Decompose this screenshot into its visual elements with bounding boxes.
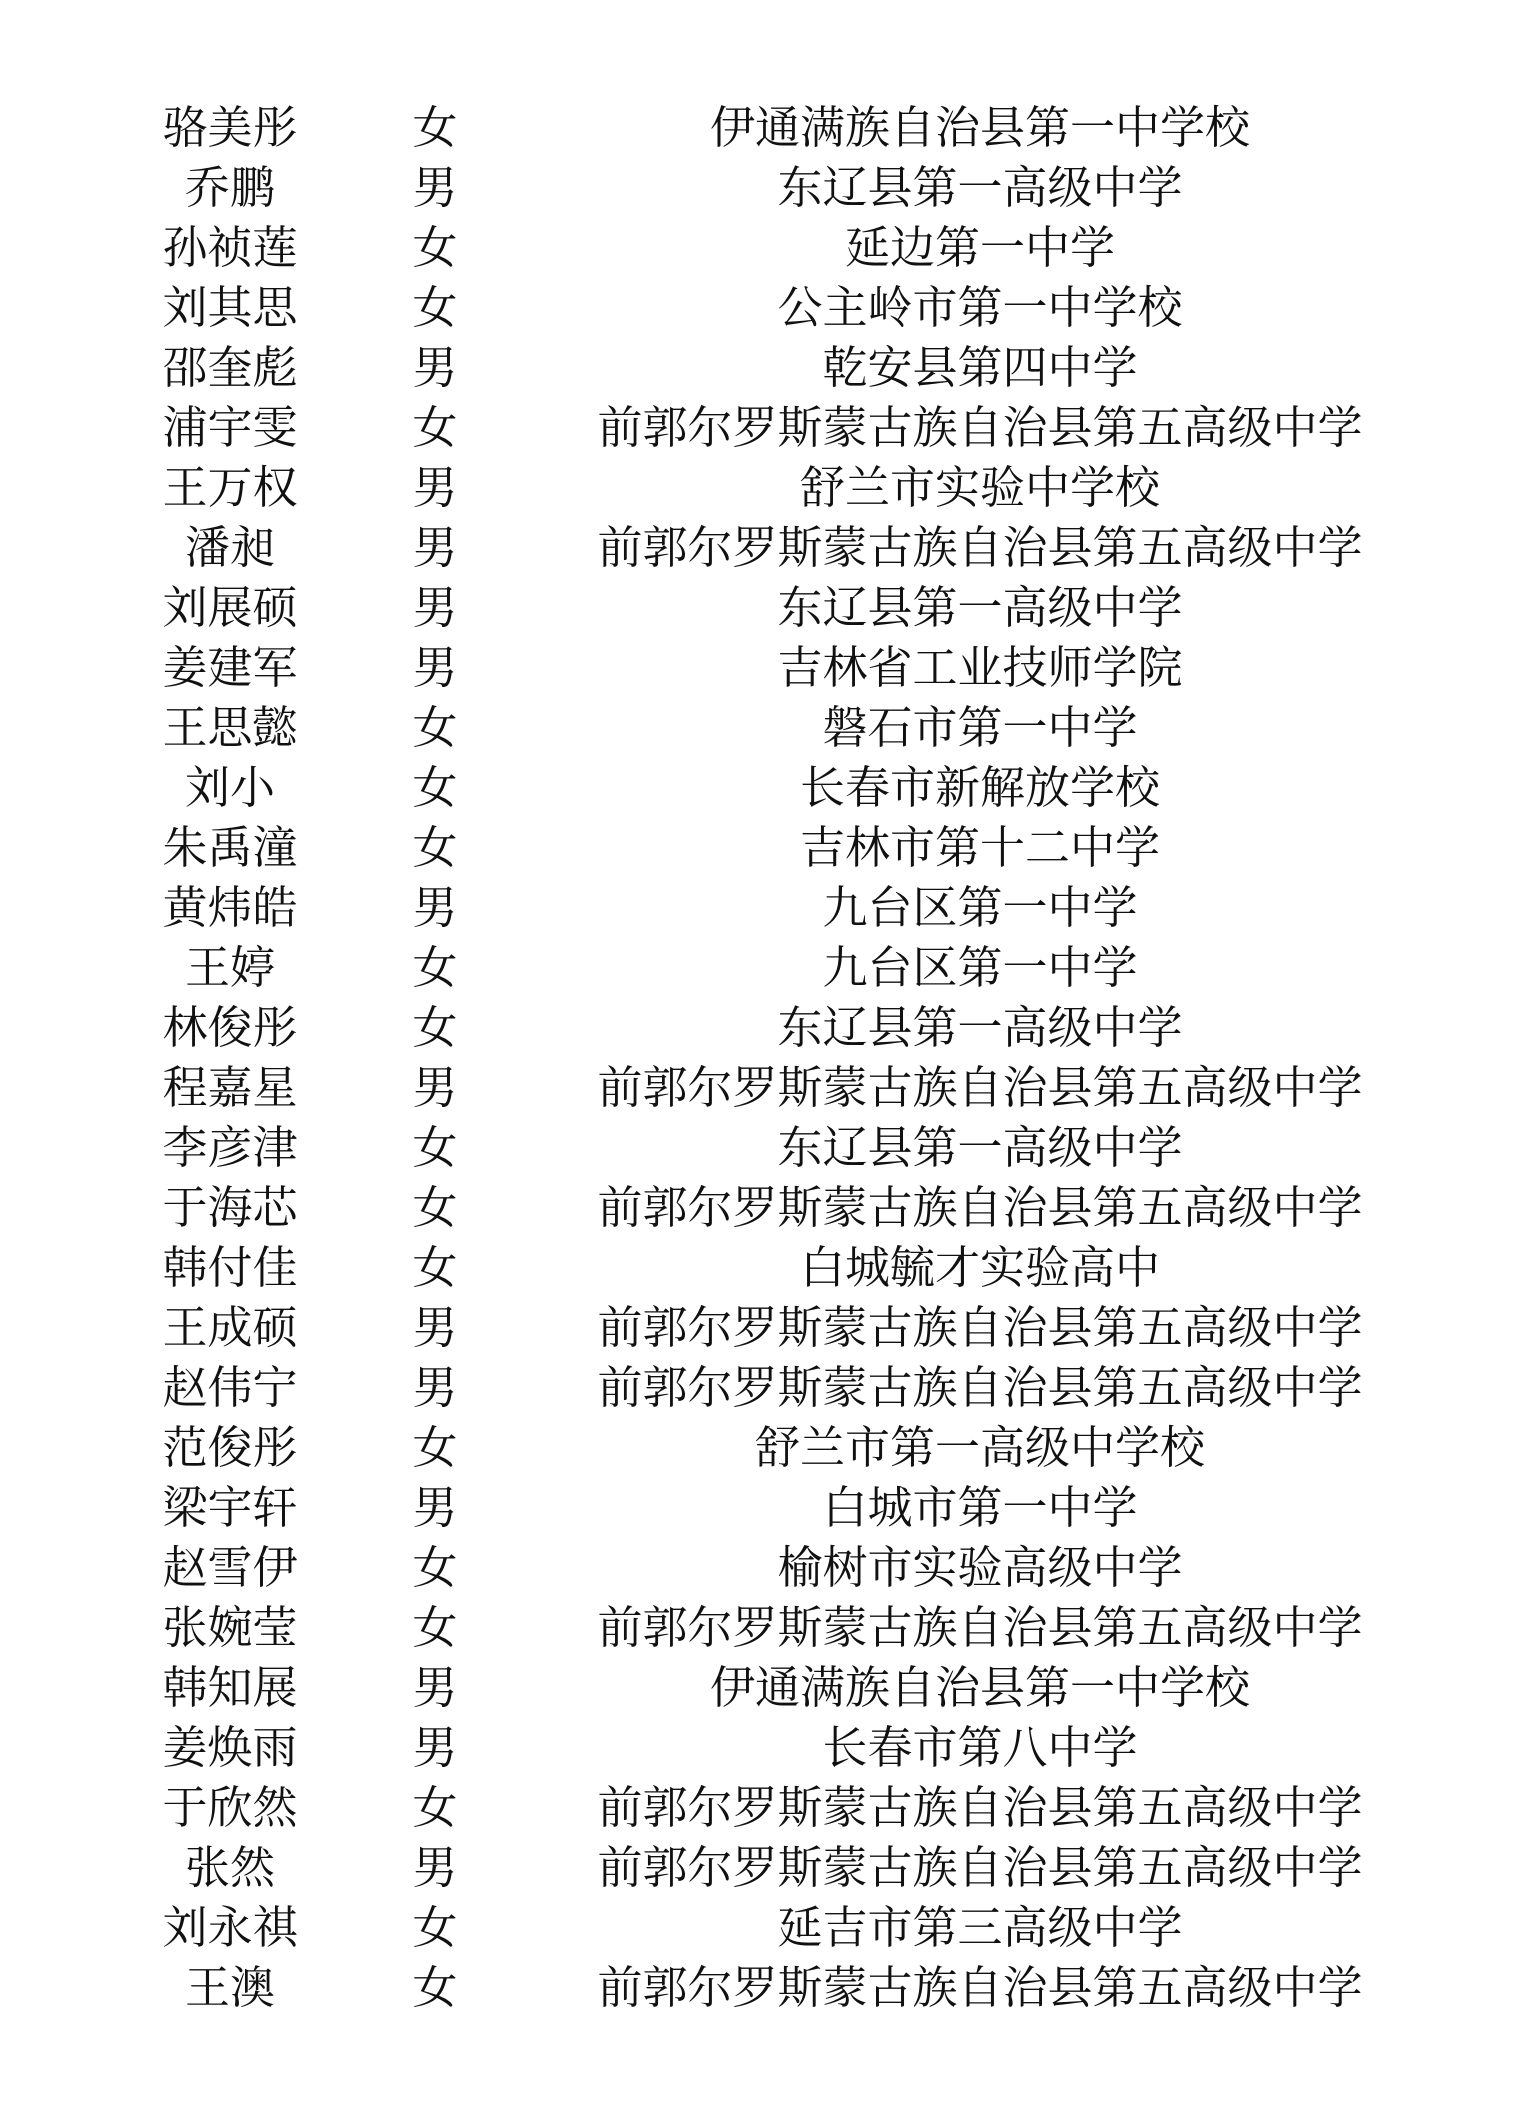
student-school: 磐石市第一中学 bbox=[822, 701, 1138, 754]
student-name: 王万权 bbox=[162, 461, 298, 514]
student-school: 吉林省工业技师学院 bbox=[777, 641, 1183, 694]
student-name: 姜焕雨 bbox=[162, 1721, 298, 1774]
roster-row bbox=[0, 1358, 1522, 1418]
student-school: 前郭尔罗斯蒙古族自治县第五高级中学 bbox=[597, 1781, 1363, 1834]
student-gender: 女 bbox=[412, 1901, 458, 1954]
student-school: 前郭尔罗斯蒙古族自治县第五高级中学 bbox=[597, 1361, 1363, 1414]
student-gender: 女 bbox=[412, 1181, 458, 1234]
student-gender: 女 bbox=[412, 1961, 458, 2014]
student-gender: 男 bbox=[412, 1061, 458, 1114]
roster-row bbox=[0, 1838, 1522, 1898]
roster-row bbox=[0, 518, 1522, 578]
student-gender: 女 bbox=[412, 1421, 458, 1474]
student-gender: 男 bbox=[412, 1721, 458, 1774]
student-school: 吉林市第十二中学 bbox=[799, 821, 1160, 874]
student-name: 梁宇轩 bbox=[162, 1481, 298, 1534]
roster-row bbox=[0, 1118, 1522, 1178]
student-gender: 女 bbox=[412, 761, 458, 814]
student-gender: 男 bbox=[412, 161, 458, 214]
student-school: 乾安县第四中学 bbox=[822, 341, 1138, 394]
student-school: 前郭尔罗斯蒙古族自治县第五高级中学 bbox=[597, 1961, 1363, 2014]
student-school: 舒兰市第一高级中学校 bbox=[754, 1421, 1205, 1474]
student-gender: 女 bbox=[412, 1781, 458, 1834]
student-school: 东辽县第一高级中学 bbox=[777, 581, 1183, 634]
student-name: 潘昶 bbox=[184, 521, 275, 574]
student-school: 前郭尔罗斯蒙古族自治县第五高级中学 bbox=[597, 1181, 1363, 1234]
student-school: 长春市新解放学校 bbox=[799, 761, 1160, 814]
student-gender: 男 bbox=[412, 1481, 458, 1534]
student-gender: 男 bbox=[412, 1841, 458, 1894]
student-school: 白城市第一中学 bbox=[822, 1481, 1138, 1534]
student-gender: 女 bbox=[412, 1001, 458, 1054]
student-name: 韩付佳 bbox=[162, 1241, 298, 1294]
roster-row bbox=[0, 638, 1522, 698]
student-name: 程嘉星 bbox=[162, 1061, 298, 1114]
student-gender: 女 bbox=[412, 821, 458, 874]
roster-row bbox=[0, 398, 1522, 458]
student-name: 刘小 bbox=[184, 761, 275, 814]
student-name: 王婷 bbox=[184, 941, 275, 994]
student-school: 延边第一中学 bbox=[844, 221, 1115, 274]
roster-row bbox=[0, 578, 1522, 638]
student-gender: 女 bbox=[412, 1601, 458, 1654]
roster-row bbox=[0, 1898, 1522, 1958]
student-name: 于海芯 bbox=[162, 1181, 298, 1234]
student-school: 九台区第一中学 bbox=[822, 881, 1138, 934]
roster-row bbox=[0, 458, 1522, 518]
roster-row bbox=[0, 938, 1522, 998]
student-school: 延吉市第三高级中学 bbox=[777, 1901, 1183, 1954]
roster-row bbox=[0, 998, 1522, 1058]
student-school: 长春市第八中学 bbox=[822, 1721, 1138, 1774]
student-name: 韩知展 bbox=[162, 1661, 298, 1714]
student-name: 张然 bbox=[184, 1841, 275, 1894]
roster-row bbox=[0, 1478, 1522, 1538]
student-school: 东辽县第一高级中学 bbox=[777, 161, 1183, 214]
student-roster bbox=[0, 98, 1522, 2018]
student-name: 王成硕 bbox=[162, 1301, 298, 1354]
student-name: 赵雪伊 bbox=[162, 1541, 298, 1594]
roster-row bbox=[0, 758, 1522, 818]
student-gender: 女 bbox=[412, 401, 458, 454]
student-gender: 男 bbox=[412, 581, 458, 634]
student-gender: 男 bbox=[412, 641, 458, 694]
student-gender: 男 bbox=[412, 881, 458, 934]
student-gender: 男 bbox=[412, 1661, 458, 1714]
roster-row bbox=[0, 1598, 1522, 1658]
student-school: 前郭尔罗斯蒙古族自治县第五高级中学 bbox=[597, 521, 1363, 574]
student-school: 榆树市实验高级中学 bbox=[777, 1541, 1183, 1594]
student-school: 公主岭市第一中学校 bbox=[777, 281, 1183, 334]
student-gender: 男 bbox=[412, 461, 458, 514]
roster-row bbox=[0, 338, 1522, 398]
student-name: 林俊彤 bbox=[162, 1001, 298, 1054]
roster-row bbox=[0, 1538, 1522, 1598]
student-name: 刘展硕 bbox=[162, 581, 298, 634]
student-name: 刘其思 bbox=[162, 281, 298, 334]
student-gender: 女 bbox=[412, 1121, 458, 1174]
roster-row bbox=[0, 98, 1522, 158]
roster-row bbox=[0, 278, 1522, 338]
student-name: 骆美彤 bbox=[162, 101, 298, 154]
roster-row bbox=[0, 1178, 1522, 1238]
student-school: 前郭尔罗斯蒙古族自治县第五高级中学 bbox=[597, 1301, 1363, 1354]
roster-row bbox=[0, 1718, 1522, 1778]
student-school: 前郭尔罗斯蒙古族自治县第五高级中学 bbox=[597, 401, 1363, 454]
student-gender: 女 bbox=[412, 1541, 458, 1594]
student-name: 黄炜皓 bbox=[162, 881, 298, 934]
roster-row bbox=[0, 218, 1522, 278]
student-name: 赵伟宁 bbox=[162, 1361, 298, 1414]
roster-row bbox=[0, 878, 1522, 938]
student-gender: 女 bbox=[412, 281, 458, 334]
roster-row bbox=[0, 1658, 1522, 1718]
student-school: 伊通满族自治县第一中学校 bbox=[709, 101, 1250, 154]
student-gender: 男 bbox=[412, 1361, 458, 1414]
student-school: 东辽县第一高级中学 bbox=[777, 1121, 1183, 1174]
student-school: 前郭尔罗斯蒙古族自治县第五高级中学 bbox=[597, 1601, 1363, 1654]
student-name: 李彦津 bbox=[162, 1121, 298, 1174]
student-school: 前郭尔罗斯蒙古族自治县第五高级中学 bbox=[597, 1061, 1363, 1114]
student-name: 朱禹潼 bbox=[162, 821, 298, 874]
roster-row bbox=[0, 158, 1522, 218]
student-gender: 女 bbox=[412, 701, 458, 754]
roster-row bbox=[0, 818, 1522, 878]
student-name: 刘永祺 bbox=[162, 1901, 298, 1954]
student-name: 邵奎彪 bbox=[162, 341, 298, 394]
roster-row bbox=[0, 1778, 1522, 1838]
student-gender: 女 bbox=[412, 941, 458, 994]
student-gender: 女 bbox=[412, 101, 458, 154]
student-name: 姜建军 bbox=[162, 641, 298, 694]
student-school: 东辽县第一高级中学 bbox=[777, 1001, 1183, 1054]
student-name: 王澳 bbox=[184, 1961, 275, 2014]
student-gender: 女 bbox=[412, 1241, 458, 1294]
student-school: 白城毓才实验高中 bbox=[799, 1241, 1160, 1294]
student-name: 张婉莹 bbox=[162, 1601, 298, 1654]
roster-row bbox=[0, 698, 1522, 758]
student-name: 乔鹏 bbox=[184, 161, 275, 214]
roster-row bbox=[0, 1418, 1522, 1478]
student-school: 舒兰市实验中学校 bbox=[799, 461, 1160, 514]
student-gender: 男 bbox=[412, 1301, 458, 1354]
student-name: 范俊彤 bbox=[162, 1421, 298, 1474]
student-name: 浦宇雯 bbox=[162, 401, 298, 454]
student-gender: 男 bbox=[412, 341, 458, 394]
student-gender: 男 bbox=[412, 521, 458, 574]
roster-row bbox=[0, 1238, 1522, 1298]
student-name: 王思懿 bbox=[162, 701, 298, 754]
student-school: 前郭尔罗斯蒙古族自治县第五高级中学 bbox=[597, 1841, 1363, 1894]
student-school: 九台区第一中学 bbox=[822, 941, 1138, 994]
student-name: 于欣然 bbox=[162, 1781, 298, 1834]
roster-row bbox=[0, 1058, 1522, 1118]
student-school: 伊通满族自治县第一中学校 bbox=[709, 1661, 1250, 1714]
roster-row bbox=[0, 1958, 1522, 2018]
roster-row bbox=[0, 1298, 1522, 1358]
student-gender: 女 bbox=[412, 221, 458, 274]
student-name: 孙祯莲 bbox=[162, 221, 298, 274]
